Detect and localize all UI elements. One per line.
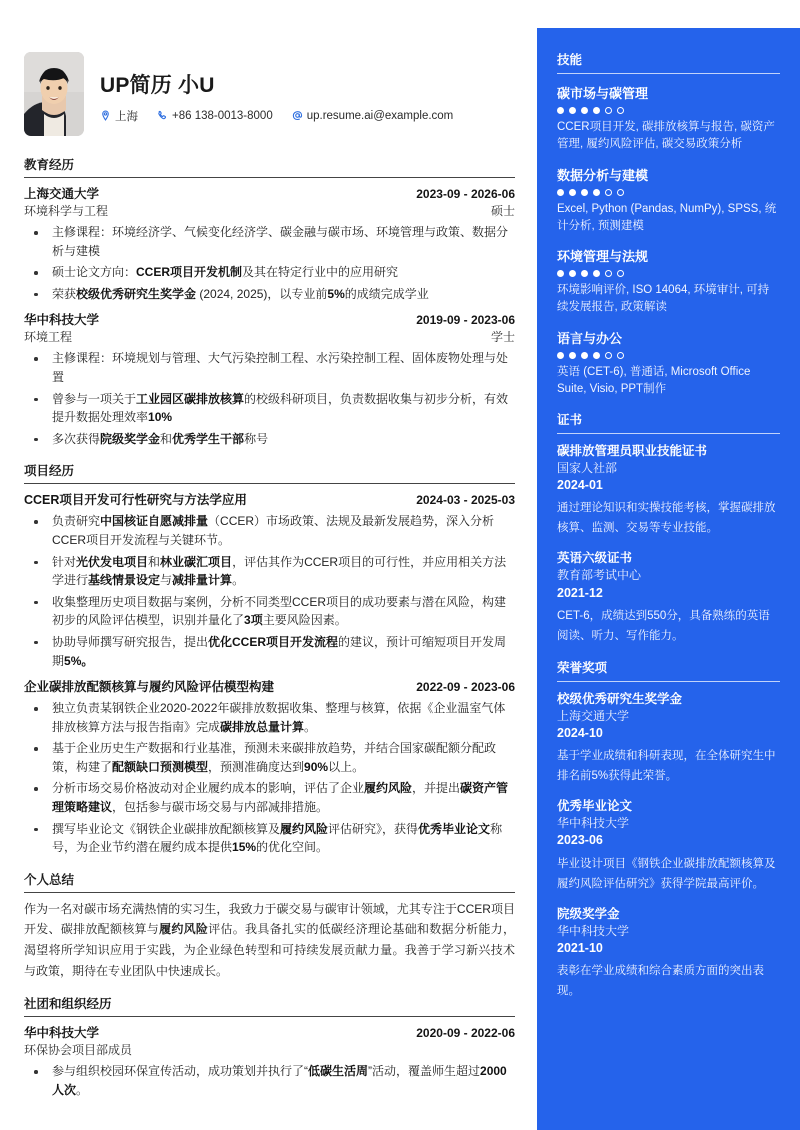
section-clubs [24, 994, 515, 1099]
card-issuer: 国家人社部 [557, 460, 618, 475]
bullet-item: 基于企业历史生产数据和行业基准，预测未来碳排放趋势，并结合国家碳配额分配政策，构建了配额缺口预测模型，预测准确度达到90%以上。 [24, 739, 515, 776]
sidebar-section-certificates [557, 410, 780, 646]
skill-level-dot [581, 270, 588, 277]
certificate-list [557, 443, 780, 646]
divider [557, 681, 780, 682]
sidebar-section-honors [557, 658, 780, 1001]
sidebar-title-certificates: 证书 [557, 413, 583, 427]
skill-name: 环境管理与法规 [557, 249, 649, 264]
divider [24, 483, 515, 484]
bullet-item: 收集整理历史项目数据与案例，分析不同类型CCER项目的成功要素与潜在风险，构建初步的风险评估模型，识别并量化了3项主要风险因素。 [24, 593, 515, 630]
entry-organization: 企业碳排放配额核算与履约风险评估模型构建 [24, 680, 275, 695]
entry-subtitle-row [24, 202, 515, 219]
skill-level-dot [605, 189, 612, 196]
skill-level-meter [557, 270, 780, 277]
bullet-item: 荣获校级优秀研究生奖学金 (2024, 2025)，以专业前5%的成绩完成学业 [24, 285, 515, 304]
skill-level-meter [557, 107, 780, 114]
card-description: 基于学业成绩和科研表现，在全体研究生中排名前5%获得此荣誉。 [557, 750, 776, 783]
skill-name: 语言与办公 [557, 330, 623, 346]
skill-level-meter [557, 189, 780, 196]
skill-level-dot [617, 107, 624, 114]
skill-description: 环境影响评价, ISO 14064, 环境审计, 可持续发展报告, 政策解读 [557, 284, 770, 314]
entry-subtitle-row [24, 328, 515, 345]
sidebar-card [557, 691, 780, 786]
card-issuer: 华中科技大学 [557, 816, 630, 831]
bullet-item: 主修课程：环境经济学、气候变化经济学、碳金融与碳市场、环境管理与政策、数据分析与建模 [24, 223, 515, 260]
phone-text: +86 138-0013-8000 [172, 109, 273, 122]
club-entries [24, 1023, 515, 1099]
divider [557, 73, 780, 74]
skill-description: Excel, Python (Pandas, NumPy), SPSS, 统计分析, 预测建模 [557, 202, 777, 232]
bullet-item: 独立负责某钢铁企业2020-2022年碳排放数据收集、整理与核算，依据《企业温室气体排放核算方法与报告指南》完成碳排放总量计算。 [24, 699, 515, 736]
contact-phone [157, 110, 273, 122]
sidebar-card [557, 443, 780, 538]
skill-level-dot [593, 189, 600, 196]
skill-description: CCER项目开发, 碳排放核算与报告, 碳资产管理, 履约风险评估, 碳交易政策分析 [557, 121, 775, 151]
skill-level-dot [557, 352, 564, 359]
skill-item [557, 83, 780, 154]
location-pin-icon [100, 110, 111, 121]
resume-header [24, 46, 515, 142]
skill-level-dot [593, 352, 600, 359]
entry-degree: 学士 [490, 330, 515, 345]
card-title: 碳排放管理员职业技能证书 [557, 444, 708, 458]
bullet-item: 撰写毕业论文《钢铁企业碳排放配额核算及履约风险评估研究》，获得优秀毕业论文称号，为企业节约潜在履约成本提供15%的优化空间。 [24, 820, 515, 857]
project-entries [24, 490, 515, 857]
card-issuer: 上海交通大学 [557, 708, 630, 723]
entry-subtitle: 环境科学与工程 [24, 204, 109, 218]
card-date: 2023-06 [557, 833, 603, 848]
entry-date: 2024-03 - 2025-03 [416, 493, 515, 508]
entry-organization: 上海交通大学 [24, 187, 100, 201]
bullet-item: 针对光伏发电项目和林业碳汇项目，评估其作为CCER项目的可行性，并应用相关方法学进行基线情景设定与减排量计算。 [24, 553, 515, 590]
card-title: 英语六级证书 [557, 551, 633, 566]
entry-organization: 华中科技大学 [24, 1026, 100, 1041]
card-description: 表彰在学业成绩和综合素质方面的突出表现。 [557, 964, 764, 998]
section-title-clubs: 社团和组织经历 [24, 997, 112, 1012]
section-projects [24, 461, 515, 857]
resume-entry [24, 677, 515, 857]
card-issuer: 教育部考试中心 [557, 568, 642, 583]
sidebar-section-skills [557, 50, 780, 398]
entry-bullet-list [24, 349, 515, 448]
sidebar-card [557, 798, 780, 893]
card-description: 通过理论知识和实操技能考核，掌握碳排放核算、监测、交易等专业技能。 [557, 502, 776, 535]
section-title-education: 教育经历 [24, 158, 75, 172]
resume-entry [24, 1023, 515, 1099]
resume-entry [24, 184, 515, 303]
skill-level-dot [569, 107, 576, 114]
skill-level-dot [557, 189, 564, 196]
sidebar-card [557, 906, 780, 1001]
bullet-item: 参与组织校园环保宣传活动，成功策划并执行了“低碳生活周”活动，覆盖师生超过2000人次。 [24, 1062, 515, 1099]
bullet-item: 硕士论文方向：CCER项目开发机制及其在特定行业中的应用研究 [24, 263, 515, 282]
card-date: 2021-10 [557, 940, 603, 955]
bullet-item: 协助导师撰写研究报告，提出优化CCER项目开发流程的建议，预计可缩短项目开发周期5%。 [24, 633, 515, 670]
card-description: CET-6，成绩达到550分，具备熟练的英语阅读、听力、写作能力。 [557, 609, 770, 642]
section-education [24, 155, 515, 448]
divider [557, 433, 780, 434]
skill-level-dot [569, 189, 576, 196]
skill-level-dot [605, 107, 612, 114]
skill-level-dot [593, 107, 600, 114]
skill-name: 数据分析与建模 [557, 167, 649, 183]
entry-date: 2022-09 - 2023-06 [416, 680, 515, 695]
skill-level-dot [569, 352, 576, 359]
skill-level-dot [617, 352, 624, 359]
entry-subtitle-row [24, 1041, 515, 1058]
entry-date: 2020-09 - 2022-06 [416, 1026, 515, 1041]
section-summary [24, 870, 515, 982]
card-title: 院级奖学金 [557, 906, 620, 921]
entry-date: 2023-09 - 2026-06 [416, 187, 515, 201]
skill-level-dot [605, 270, 612, 277]
skill-list [557, 83, 780, 398]
entry-degree: 硕士 [490, 204, 515, 218]
honor-list [557, 691, 780, 1001]
divider [24, 892, 515, 893]
card-description: 毕业设计项目《钢铁企业碳排放配额核算及履约风险评估研究》获得学院最高评价。 [557, 857, 776, 890]
skill-item [557, 246, 780, 317]
entry-bullet-list [24, 512, 515, 670]
entry-header-row [24, 1023, 515, 1041]
contact-email [292, 110, 454, 122]
skill-item [557, 165, 780, 236]
entry-header-row [24, 490, 515, 508]
entry-bullet-list [24, 1062, 515, 1099]
skill-level-dot [557, 270, 564, 277]
contact-location [100, 108, 138, 124]
entry-header-row [24, 184, 515, 202]
skill-level-dot [581, 189, 588, 196]
resume-entry [24, 490, 515, 670]
resume-sidebar [537, 28, 800, 1130]
phone-icon [157, 110, 168, 121]
bullet-item: 分析市场交易价格波动对企业履约成本的影响，评估了企业履约风险，并提出碳资产管理策略建议，包括参与碳市场交易与内部减排措施。 [24, 779, 515, 816]
avatar [24, 52, 84, 136]
entry-header-row [24, 310, 515, 328]
resume-entry [24, 310, 515, 448]
skill-level-dot [581, 352, 588, 359]
header-text [100, 65, 453, 124]
card-date: 2021-12 [557, 585, 603, 600]
skill-level-dot [557, 107, 564, 114]
skill-description: 英语 (CET-6), 普通话, Microsoft Office Suite, Visio, PPT制作 [557, 365, 751, 395]
email-text: up.resume.ai@example.com [306, 109, 454, 122]
card-title: 优秀毕业论文 [557, 799, 633, 814]
sidebar-card [557, 550, 780, 645]
entry-date: 2019-09 - 2023-06 [416, 313, 515, 328]
card-issuer: 华中科技大学 [557, 923, 630, 938]
skill-level-dot [605, 352, 612, 359]
section-title-projects: 项目经历 [24, 464, 75, 479]
entry-bullet-list [24, 699, 515, 857]
contact-row [100, 108, 453, 124]
bullet-item: 曾参与一项关于工业园区碳排放核算的校级科研项目，负责数据收集与初步分析，有效提升数据处理效率10% [24, 390, 515, 427]
skill-level-dot [593, 270, 600, 277]
skill-level-dot [617, 189, 624, 196]
skill-level-meter [557, 352, 780, 359]
avatar-photo-icon [24, 52, 84, 136]
sidebar-title-honors: 荣誉奖项 [557, 660, 608, 675]
location-text: 上海 [115, 110, 138, 123]
card-date: 2024-01 [557, 478, 603, 493]
sidebar-title-skills: 技能 [557, 53, 583, 67]
page-title: UP简历 小U [100, 73, 215, 97]
entry-subtitle: 环境工程 [24, 330, 73, 345]
skill-level-dot [569, 270, 576, 277]
entry-header-row [24, 677, 515, 695]
divider [24, 177, 515, 178]
entry-subtitle: 环保协会项目部成员 [24, 1043, 133, 1058]
bullet-item: 负责研究中国核证自愿减排量（CCER）市场政策、法规及最新发展趋势，深入分析CCER项目开发流程与关键环节。 [24, 512, 515, 549]
bullet-item: 多次获得院级奖学金和优秀学生干部称号 [24, 430, 515, 449]
card-title: 校级优秀研究生奖学金 [557, 691, 683, 706]
section-title-summary: 个人总结 [24, 872, 75, 887]
bullet-item: 主修课程：环境规划与管理、大气污染控制工程、水污染控制工程、固体废物处理与处置 [24, 349, 515, 386]
skill-name: 碳市场与碳管理 [557, 86, 649, 101]
summary-text: 作为一名对碳市场充满热情的实习生，我致力于碳交易与碳审计领域，尤其专注于CCER项目开发、碳排放配额核算与履约风险评估。我具备扎实的低碳经济理论基础和数据分析能力，渴望将所学知识应用于实践，为企业绿色转型和可持续发展贡献力量。我善于学习新兴技术与政策，期待在专业团队中快速成长。 [24, 901, 515, 978]
entry-organization: 华中科技大学 [24, 313, 100, 328]
skill-level-dot [617, 270, 624, 277]
divider [24, 1016, 515, 1017]
card-date: 2024-10 [557, 725, 603, 740]
entry-organization: CCER项目开发可行性研究与方法学应用 [24, 493, 247, 508]
education-entries [24, 184, 515, 448]
skill-level-dot [581, 107, 588, 114]
skill-item [557, 328, 780, 399]
at-sign-icon [292, 110, 303, 121]
entry-bullet-list [24, 223, 515, 303]
